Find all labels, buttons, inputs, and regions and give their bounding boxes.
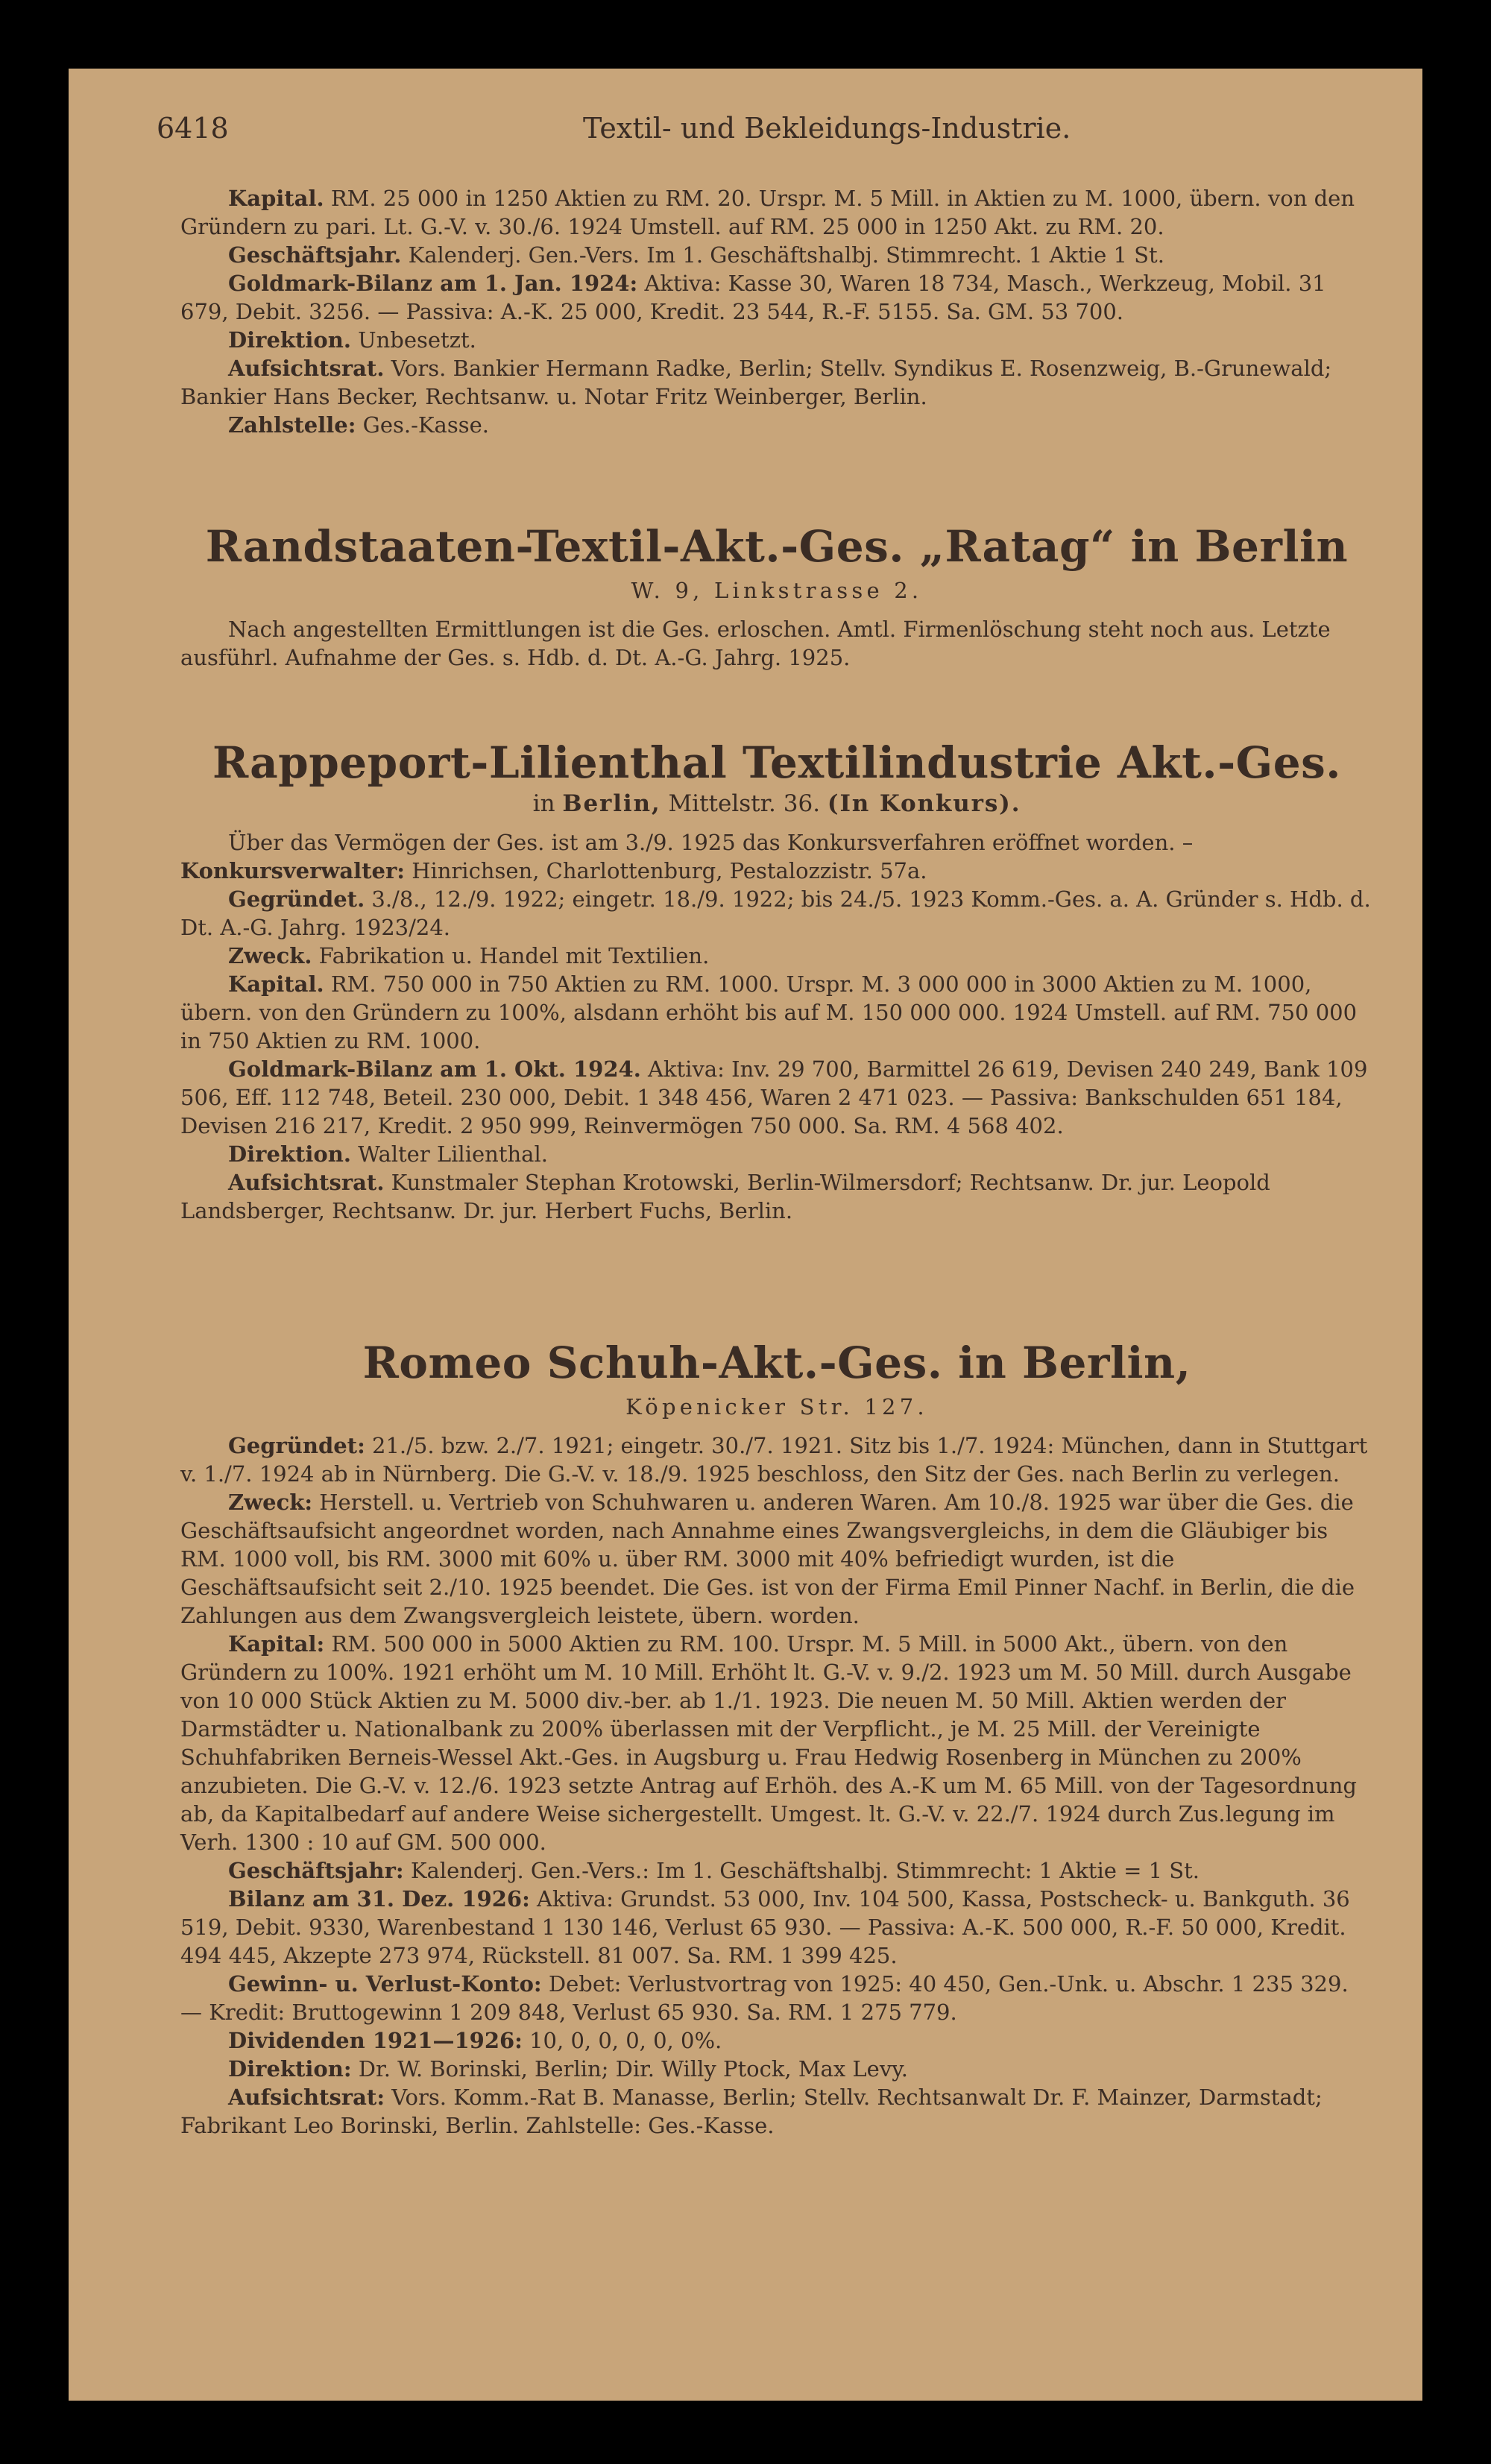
paragraph-zweck: Zweck. Fabrikation u. Handel mit Textilien.	[228, 943, 710, 968]
company-heading: Randstaaten-Textil-Akt.-Ges. „Ratag“ in Berlin	[205, 521, 1349, 572]
paragraph-aufsichtsrat: Aufsichtsrat. Kunstmaler Stephan Krotowski, Berlin-Wilmersdorf; Rechtsanw. Dr. jur. Leopold Landsberger, Rechtsanw. Dr. jur. Herbert Fuchs, Berlin.	[180, 1170, 1270, 1223]
paragraph-konkursverwalter: Konkursverwalter: Hinrichsen, Charlottenburg, Pestalozzistr. 57a.	[180, 858, 927, 883]
paragraph-konkurs: Über das Vermögen der Ges. ist am 3./9. 1925 das Konkursverfahren eröffnet worden. –	[228, 830, 1194, 855]
paragraph-kapital: Kapital. RM. 25 000 in 1250 Aktien zu RM. 20. Urspr. M. 5 Mill. in Aktien zu M. 1000, übern. von den Gründern zu pari. Lt. G.-V. v. 30./6. 1924 Umstell. auf RM. 25 000 in 1250 Akt. zu RM. 20.	[180, 186, 1355, 239]
company-entry-ratag	[180, 520, 1373, 672]
page-number: 6418	[157, 112, 229, 145]
paragraph-zahlstelle: Zahlstelle: Ges.-Kasse.	[228, 412, 489, 438]
paragraph-bilanz: Bilanz am 31. Dez. 1926: Aktiva: Grundst. 53 000, Inv. 104 500, Kassa, Postscheck- u. Bankguth. 36 519, Debit. 9330, Warenbestand 1 130 146, Verlust 65 930. — Passiva: A.-K. 500 000, R.-F. 50 000, Kredit. 494 445, Akzepte 273 974, Rückstell. 81 007. Sa. RM. 1 399 425.	[180, 1886, 1350, 1968]
paragraph-gewinn-verlust: Gewinn- u. Verlust-Konto: Debet: Verlustvortrag von 1925: 40 450, Gen.-Unk. u. Abschr. 1 235 329. — Kredit: Bruttogewinn 1 209 848, Verlust 65 930. Sa. RM. 1 275 779.	[180, 1971, 1349, 2025]
paragraph-kapital: Kapital: RM. 500 000 in 5000 Aktien zu RM. 100. Urspr. M. 5 Mill. in 5000 Akt., übern. von den Gründern zu 100%. 1921 erhöht um M. 10 Mill. Erhöht lt. G.-V. v. 9./2. 1923 um M. 50 Mill. durch Ausgabe von 10 000 Stück Aktien zu M. 5000 div.-ber. ab 1./1. 1923. Die neuen M. 50 Mill. Aktien werden der Darmstädter u. Nationalbank zu 200% überlassen mit der Verpflicht., je M. 25 Mill. der Vereinigte Schuhfabriken Berneis-Wessel Akt.-Ges. in Augsburg u. Frau Hedwig Rosenberg in München zu 200% anzubieten. Die G.-V. v. 12./6. 1923 setzte Antrag auf Erhöh. des A.-K um M. 65 Mill. von der Tagesordnung ab, da Kapitalbedarf auf andere Weise sichergestellt. Umgest. lt. G.-V. v. 22./7. 1924 durch Zus.legung im Verh. 1300 : 10 auf GM. 500 000.	[180, 1631, 1357, 1855]
paragraph-aufsichtsrat: Aufsichtsrat: Vors. Komm.-Rat B. Manasse, Berlin; Stellv. Rechtsanwalt Dr. F. Mainzer, Darmstadt; Fabrikant Leo Borinski, Berlin. Zahlstelle: Ges.-Kasse.	[180, 2085, 1323, 2138]
company-subheading: in Berlin, Mittelstr. 36. (In Konkurs).	[532, 790, 1021, 817]
paragraph-aufsichtsrat: Aufsichtsrat. Vors. Bankier Hermann Radke, Berlin; Stellv. Syndikus E. Rosenzweig, B.-Grunewald; Bankier Hans Becker, Rechtsanw. u. Notar Fritz Weinberger, Berlin.	[180, 356, 1332, 409]
paragraph-gegruendet: Gegründet: 21./5. bzw. 2./7. 1921; eingetr. 30./7. 1921. Sitz bis 1./7. 1924: München, dann in Stuttgart v. 1./7. 1924 ab in Nürnberg. Die G.-V. v. 18./9. 1925 beschloss, den Sitz der Ges. nach Berlin zu verlegen.	[180, 1433, 1368, 1487]
paragraph-gegruendet: Gegründet. 3./8., 12./9. 1922; eingetr. 18./9. 1922; bis 24./5. 1923 Komm.-Ges. a. A. Gründer s. Hdb. d. Dt. A.-G. Jahrg. 1923/24.	[180, 886, 1371, 940]
paragraph-kapital: Kapital. RM. 750 000 in 750 Aktien zu RM. 1000. Urspr. M. 3 000 000 in 3000 Aktien zu M. 1000, übern. von den Gründern zu 100%, alsdann erhöht bis auf M. 150 000 000. 1924 Umstell. auf RM. 750 000 in 750 Aktien zu RM. 1000.	[180, 971, 1358, 1053]
company-address: Köpenicker Str. 127.	[625, 1394, 928, 1420]
book-page	[69, 69, 1422, 2401]
company-entry-rappeport	[180, 736, 1373, 1225]
paragraph-geschaeftsjahr: Geschäftsjahr. Kalenderj. Gen.-Vers. Im 1. Geschäftshalbj. Stimmrecht. 1 Aktie 1 St.	[228, 242, 1164, 268]
paragraph-bilanz: Goldmark-Bilanz am 1. Okt. 1924. Aktiva: Inv. 29 700, Barmittel 26 619, Devisen 240 249, Bank 109 506, Eff. 112 748, Beteil. 230 000, Debit. 1 348 456, Waren 2 471 023. — Passiva: Bankschulden 651 184, Devisen 216 217, Kredit. 2 950 999, Reinvermögen 750 000. Sa. RM. 4 568 402.	[180, 1056, 1368, 1138]
paragraph-geschaeftsjahr: Geschäftsjahr: Kalenderj. Gen.-Vers.: Im 1. Geschäftshalbj. Stimmrecht: 1 Aktie = 1 St.	[228, 1858, 1200, 1883]
running-header	[69, 112, 1422, 145]
paragraph-zweck: Zweck: Herstell. u. Vertrieb von Schuhwaren u. anderen Waren. Am 10./8. 1925 war über die Ges. die Geschäftsaufsicht angeordnet worden, nach Annahme eines Zwangsvergleichs, in dem die Gläubiger bis RM. 1000 voll, bis RM. 3000 mit 60% u. über RM. 3000 mit 40% befriedigt wurden, ist die Geschäftsaufsicht seit 2./10. 1925 beendet. Die Ges. ist von der Firma Emil Pinner Nachf. in Berlin, die die Zahlungen aus dem Zwangsvergleich leistete, übern. worden.	[180, 1490, 1355, 1628]
paragraph-dividenden: Dividenden 1921—1926: 10, 0, 0, 0, 0, 0%.	[228, 2028, 722, 2053]
company-entry-romeo	[180, 1336, 1373, 2140]
company-heading: Romeo Schuh-Akt.-Ges. in Berlin,	[362, 1337, 1191, 1388]
paragraph-direktion: Direktion: Dr. W. Borinski, Berlin; Dir. Willy Ptock, Max Levy.	[228, 2056, 908, 2082]
company-heading: Rappeport-Lilienthal Textilindustrie Akt.-Ges.	[212, 737, 1341, 788]
paragraph-note: Nach angestellten Ermittlungen ist die Ges. erloschen. Amtl. Firmenlöschung steht noch aus. Letzte ausführl. Aufnahme der Ges. s. Hdb. d. Dt. A.-G. Jahrg. 1925.	[180, 617, 1331, 670]
previous-company-entry	[180, 184, 1373, 439]
paragraph-direktion: Direktion. Walter Lilienthal.	[228, 1141, 548, 1167]
company-address: W. 9, Linkstrasse 2.	[631, 578, 923, 603]
running-title: Textil- und Bekleidungs-Industrie.	[583, 112, 1071, 145]
paragraph-direktion: Direktion. Unbesetzt.	[228, 327, 476, 353]
paragraph-bilanz: Goldmark-Bilanz am 1. Jan. 1924: Aktiva: Kasse 30, Waren 18 734, Masch., Werkzeug, Mobil. 31 679, Debit. 3256. — Passiva: A.-K. 25 000, Kredit. 23 544, R.-F. 5155. Sa. GM. 53 700.	[180, 271, 1326, 324]
